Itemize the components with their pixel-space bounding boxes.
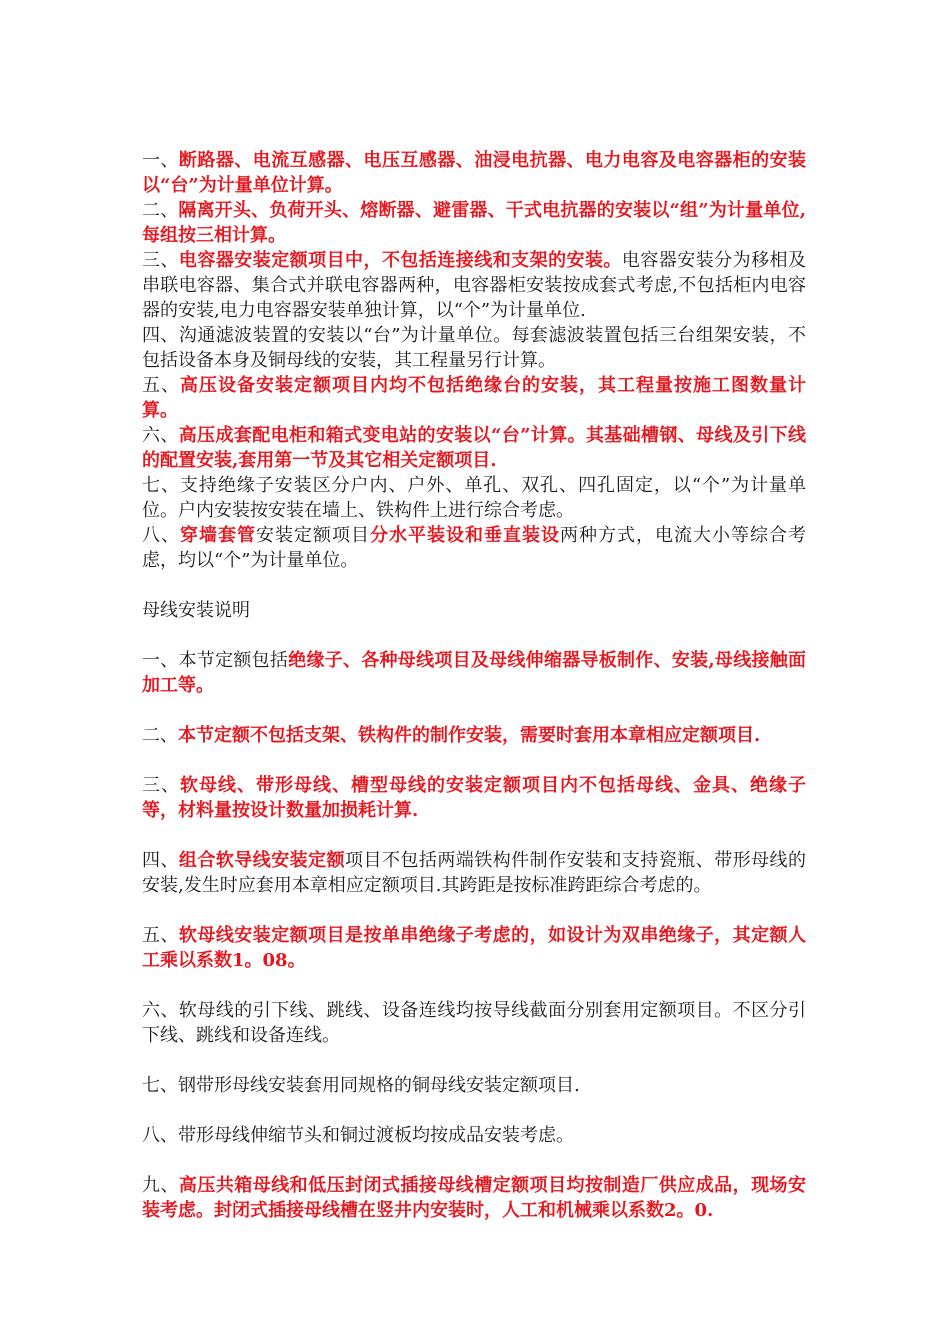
body-text: 六、软母线的引下线、跳线、设备连线均按导线截面分别套用定额项目。不区分引下线、跳线和设备连线。 xyxy=(142,1000,806,1046)
highlighted-text: 分水平装设和垂直装设 xyxy=(370,525,560,546)
highlighted-text: 隔离开头、负荷开头、熔断器、避雷器、干式电抗器的安装以“组”为计量单位,每组按三相计算。 xyxy=(142,200,806,246)
body-text: 九、 xyxy=(142,1175,179,1196)
paragraph-item xyxy=(142,723,806,748)
section-title-busbar: 母线安装说明 xyxy=(142,600,250,621)
body-text: 四、沟通滤波装置的安装以“台”为计量单位。每套滤波装置包括三台组架安装，不包括设备本身及铜母线的安装，其工程量另行计算。 xyxy=(142,325,806,371)
highlighted-text: 高压共箱母线和低压封闭式插接母线槽定额项目均按制造厂供应成品，现场安装考虑。封闭式插接母线槽在竖井内安装时，人工和机械乘以系数2。0. xyxy=(142,1175,807,1221)
highlighted-text: 高压设备安装定额项目内均不包括绝缘台的安装，其工程量按施工图数量计算。 xyxy=(142,375,806,421)
document-page xyxy=(142,148,806,1223)
highlighted-text: 电容器安装定额项目中，不包括连接线和支架的安装。 xyxy=(178,250,622,271)
busbar-install-section xyxy=(142,648,806,1223)
body-text: 三、 xyxy=(142,250,179,271)
body-text: 七、支持绝缘子安装区分户内、户外、单孔、双孔、四孔固定，以“个”为计量单位。户内安装按安装在墙上、铁构件上进行综合考虑。 xyxy=(142,475,806,521)
paragraph-item xyxy=(142,998,806,1048)
body-text: 五、 xyxy=(142,925,179,946)
paragraph-item xyxy=(142,1073,806,1098)
body-text: 七、钢带形母线安装套用同规格的铜母线安装定额项目. xyxy=(142,1075,580,1096)
highlighted-text: 断路器、电流互感器、电压互感器、油浸电抗器、电力电容及电容器柜的安装以“台”为计量单位计算。 xyxy=(142,150,807,196)
paragraph-item xyxy=(142,923,806,973)
body-text: 两种方式，电流大小等综合考虑，均以“个”为计量单位。 xyxy=(142,525,806,571)
body-text: 一、 xyxy=(142,150,179,171)
paragraph-item xyxy=(142,773,806,823)
body-text: 五、 xyxy=(142,375,180,396)
paragraph-item xyxy=(142,198,806,248)
highlighted-text: 软母线安装定额项目是按单串绝缘子考虑的，如设计为双串绝缘子，其定额人工乘以系数1。08。 xyxy=(142,925,807,971)
body-text: 六、 xyxy=(142,425,179,446)
body-text: 八、带形母线伸缩节头和铜过渡板均按成品安装考虑。 xyxy=(142,1125,574,1146)
paragraph-item xyxy=(142,1173,806,1223)
paragraph-item xyxy=(142,373,806,423)
paragraph-item xyxy=(142,848,806,898)
highlighted-text: 本节定额不包括支架、铁构件的制作安装，需要时套用本章相应定额项目. xyxy=(178,725,761,746)
body-text: 四、 xyxy=(142,850,179,871)
body-text: 项目不包括两端铁构件制作安装和支持瓷瓶、带形母线的安装,发生时应套用本章相应定额项目.其跨距是按标准跨距综合考虑的。 xyxy=(142,850,807,896)
body-text: 安装定额项目 xyxy=(256,525,370,546)
highlighted-text: 组合软导线安装定额 xyxy=(178,850,346,871)
body-text: 八、 xyxy=(142,525,180,546)
highlighted-text: 穿墙套管 xyxy=(180,525,256,546)
paragraph-item xyxy=(142,648,806,698)
paragraph-item xyxy=(142,523,806,573)
body-text: 二、 xyxy=(142,200,179,221)
body-text: 电容器安装分为移相及串联电容器、集合式并联电容器两种，电容器柜安装按成套式考虑,不包括柜内电容器的安装,电力电容器安装单独计算，以“个”为计量单位. xyxy=(142,250,807,321)
paragraph-item xyxy=(142,248,806,323)
paragraph-item xyxy=(142,148,806,198)
body-text: 二、 xyxy=(142,725,178,746)
highlighted-text: 绝缘子、各种母线项目及母线伸缩器导板制作、安装,母线接触面加工等。 xyxy=(142,650,807,696)
highlighted-text: 软母线、带形母线、槽型母线的安装定额项目内不包括母线、金具、绝缘子等，材料量按设计数量加损耗计算. xyxy=(142,775,806,821)
equipment-install-section xyxy=(142,148,806,573)
body-text: 三、 xyxy=(142,775,180,796)
paragraph-item xyxy=(142,1123,806,1148)
paragraph-item xyxy=(142,423,806,473)
highlighted-text: 高压成套配电柜和箱式变电站的安装以“台”计算。其基础槽钢、母线及引下线的配置安装,套用第一节及其它相关定额项目. xyxy=(142,425,806,471)
paragraph-item xyxy=(142,323,806,373)
body-text: 一、本节定额包括 xyxy=(142,650,289,671)
paragraph-item xyxy=(142,473,806,523)
